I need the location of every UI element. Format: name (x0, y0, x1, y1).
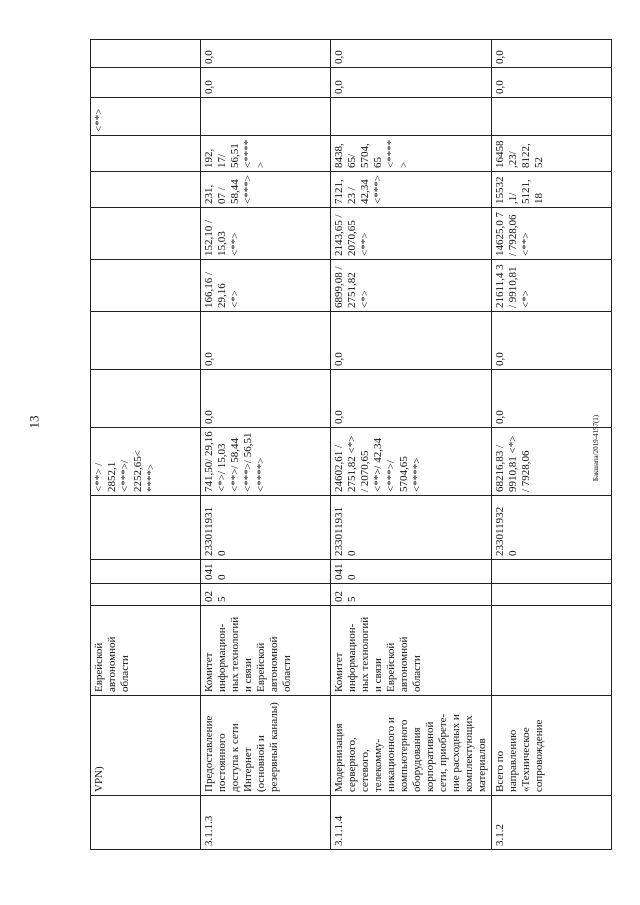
table-cell-y4: 152,10 / 15,03 <**> (201, 208, 331, 260)
table-cell-name: Предоставление постоянного доступа к сети Интернет (основной и резервный каналы) (201, 696, 331, 796)
table-cell-y6: 8438, 65/ 5704, 65 <****> (331, 136, 492, 172)
table-cell-code: 3.1.1.4 (331, 796, 492, 850)
table-cell-b: 041 0 (331, 560, 492, 584)
table-cell-y9: 0,0 (331, 40, 492, 68)
table-row (492, 40, 612, 850)
table-cell-code: 3.1.2 (492, 796, 612, 850)
table-cell-y7 (201, 98, 331, 136)
table-cell-y9 (91, 40, 201, 68)
table-cell-b (492, 560, 612, 584)
table-cell-y4 (91, 208, 201, 260)
table-cell-y5: 231, 07 / 58,44 <***> (201, 172, 331, 208)
table-cell-a: 025 (201, 584, 331, 606)
table-cell-y9: 0,0 (201, 40, 331, 68)
table-cell-y6: 16458 ,23/ 8122, 52 (492, 136, 612, 172)
table-cell-y5: 15532 ,1/ 5121, 18 (492, 172, 612, 208)
table-cell-y1: 0,0 (201, 370, 331, 428)
table-cell-y6 (91, 136, 201, 172)
table-cell-y8 (91, 68, 201, 98)
table-cell-total: 24602,61 / 2751,82 <*> / 2070,65 <**>/ 42,34 <***>/ 5704,65 <****> (331, 428, 492, 496)
table-cell-org (492, 606, 612, 696)
table-cell-a (91, 584, 201, 606)
table-cell-y3 (91, 260, 201, 312)
table-cell-y3: 6899,08 / 2751,82 <*> (331, 260, 492, 312)
table-cell-b (91, 560, 201, 584)
table-cell-y3: 166,16 / 29,16 <*> (201, 260, 331, 312)
table-cell-org: Еврейской автономной области (91, 606, 201, 696)
table-cell-y8: 0,0 (201, 68, 331, 98)
table-row (91, 40, 201, 850)
table-cell-y6: 192, 17/ 56,51 <****> (201, 136, 331, 172)
document-registration-note: Бакшапа/2019-4157(1) (592, 414, 600, 482)
table-cell-y7 (331, 98, 492, 136)
table-cell-b: 041 0 (201, 560, 331, 584)
table-cell-total: 68216,83 / 9910,81 <*> / 7928,06 (492, 428, 612, 496)
table-cell-y1: 0,0 (492, 370, 612, 428)
table-cell-c: 233011931 0 (331, 496, 492, 560)
rotated-table-area (90, 40, 590, 850)
table-cell-y2: 0,0 (492, 312, 612, 370)
table-cell-a: 025 (331, 584, 492, 606)
table-cell-y9: 0,0 (492, 40, 612, 68)
table-cell-y1 (91, 370, 201, 428)
table-cell-code: 3.1.1.3 (201, 796, 331, 850)
table-cell-y7: <**> (91, 98, 201, 136)
table-cell-y2: 0,0 (331, 312, 492, 370)
table-cell-y4: 2143,65 / 2070,65 <**> (331, 208, 492, 260)
table-cell-y4: 14625,0 7 / 7928,06 <**> (492, 208, 612, 260)
table-cell-y2: 0,0 (201, 312, 331, 370)
table-cell-y5: 7121, 23 / 42,34 <***> (331, 172, 492, 208)
page-number: 13 (26, 415, 42, 429)
table-cell-y7 (492, 98, 612, 136)
table-cell-c: 233011931 0 (201, 496, 331, 560)
table-row (201, 40, 331, 850)
table-cell-org: Комитет информацион-ных технологий и связи Еврейской автономной области (201, 606, 331, 696)
table-cell-y5 (91, 172, 201, 208)
budget-table (90, 39, 612, 850)
table-cell-y1: 0,0 (331, 370, 492, 428)
table-cell-a (492, 584, 612, 606)
table-cell-name: Всего по направлению «Техническое сопровождение (492, 696, 612, 796)
table-row (331, 40, 492, 850)
table-cell-y3: 21611,4 3 / 9910,81 <*> (492, 260, 612, 312)
table-cell-total: <**> / 2852,1 <***>/ 2252,65< ****> (91, 428, 201, 496)
table-cell-y2 (91, 312, 201, 370)
table-cell-c: 233011932 0 (492, 496, 612, 560)
table-cell-org: Комитет информацион-ных технологий и связи Еврейской автономной области (331, 606, 492, 696)
table-cell-y8: 0,0 (331, 68, 492, 98)
table-cell-code (91, 796, 201, 850)
table-cell-name: Модернизация серверного, сетевого, телекомму-никационного и компьютерного оборудования корпоративной сети, приобрете-ние расходных и комплектующих материалов (331, 696, 492, 796)
table-cell-y8: 0,0 (492, 68, 612, 98)
table-cell-c (91, 496, 201, 560)
table-cell-name: VPN) (91, 696, 201, 796)
table-cell-total: 741,50/ 29,16 <*>/ 15,03 <**>/ 58,44 <***>/ 56,51 <****> (201, 428, 331, 496)
